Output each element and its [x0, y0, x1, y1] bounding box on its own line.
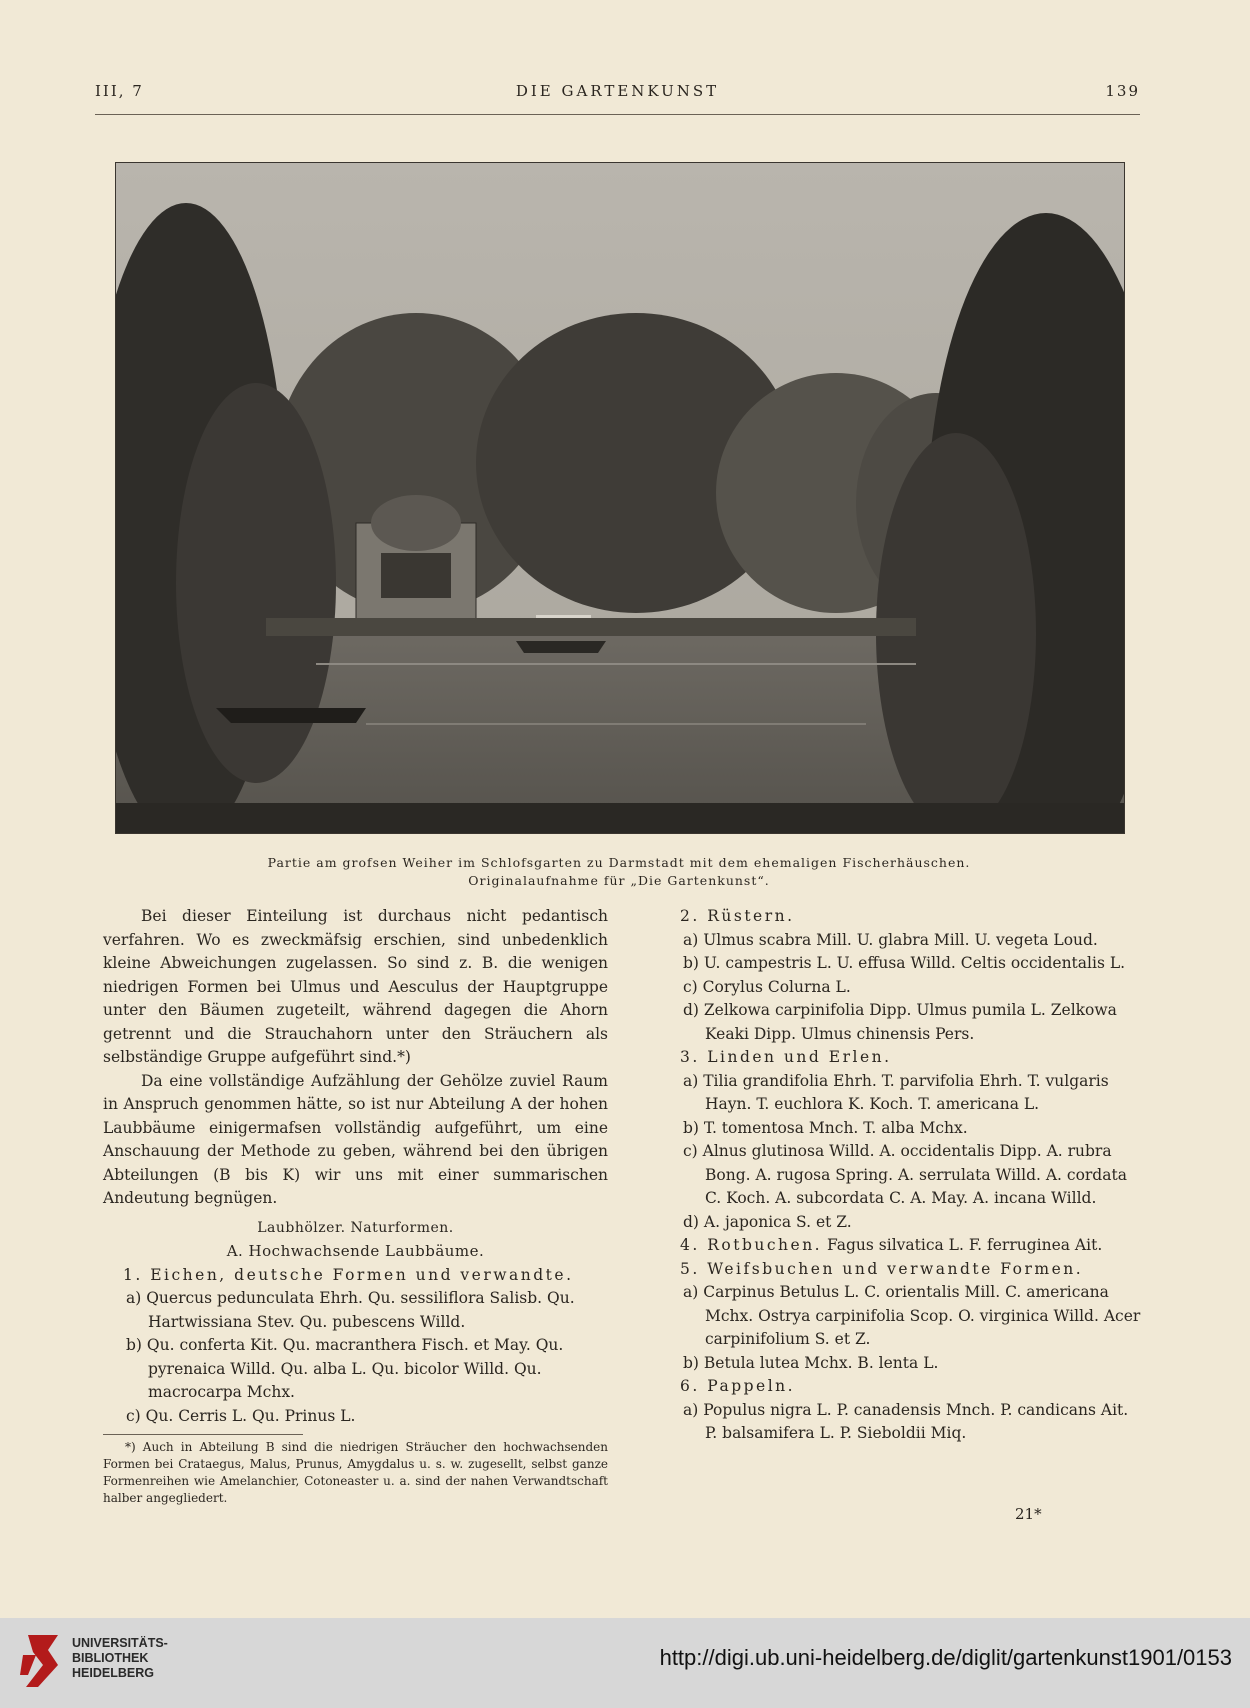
species-list: a) Tilia grandifolia Ehrh. T. parvifolia Ehrh. T. vulgaris Hayn. T. euchlora K. Koch. T. americana L. [683, 1071, 1109, 1113]
species-list: d) A. japonica S. et Z. [683, 1212, 852, 1231]
group-line [660, 1234, 1142, 1258]
species-list: c) Qu. Cerris L. Qu. Prinus L. [126, 1406, 356, 1425]
library-logo-icon[interactable] [18, 1630, 68, 1692]
volume-number: III, 7 [95, 82, 144, 100]
left-column [103, 905, 608, 1507]
species-list: c) Corylus Colurna L. [683, 977, 851, 996]
species-list: b) U. campestris L. U. effusa Willd. Celtis occidentalis L. [683, 954, 1126, 972]
permalink-url[interactable]: http://digi.ub.uni-heidelberg.de/diglit/gartenkunst1901/0153 [659, 1645, 1232, 1670]
group-title: 4. Rotbuchen. [680, 1236, 823, 1254]
species-list: b) Qu. conferta Kit. Qu. macranthera Fisch. et May. Qu. pyrenaica Willd. Qu. alba L. Qu. bicolor Willd. Qu. macrocarpa Mchx. [126, 1336, 564, 1401]
footnote-rule [103, 1434, 303, 1435]
section-heading: A. Hochwachsende Laubbäume. [226, 1242, 485, 1260]
lake-photograph [115, 162, 1125, 834]
signature-mark: 21* [1015, 1505, 1042, 1523]
group-title: 1. Eichen, deutsche Formen und verwandte. [123, 1265, 574, 1284]
photo-illustration [116, 163, 1124, 833]
paragraph: Da eine vollständige Aufzählung der Gehölze zuviel Raum in Anspruch genommen hätte, so ist nur Abteilung A der hohen Laubbäume einigermafsen vollständig aufgeführt, um eine Anschauung der Methode zu geben, während bei den übrigen Abteilungen (B bis K) wir uns mit einer summarischen Andeutung begnügen. [103, 1071, 608, 1207]
species-list: d) Zelkowa carpinifolia Dipp. Ulmus pumila L. Zelkowa Keaki Dipp. Ulmus chinensis Pers. [683, 1001, 1117, 1043]
page-number: 139 [1105, 82, 1140, 100]
library-footer [0, 1618, 1250, 1708]
footnote: *) Auch in Abteilung B sind die niedrigen Sträucher den hochwachsenden Formen bei Crataegus, Malus, Prunus, Amygdalus u. s. w. zugesellt, selbst ganze Formenreihen wie Amelanchier, Cotoneaster u. a. sind der nahen Verwandtschaft halber angegliedert. [103, 1440, 608, 1505]
group-title: 6. Pappeln. [680, 1377, 796, 1395]
species-list: Fagus silvatica L. F. ferruginea Ait. [827, 1236, 1103, 1254]
species-list: a) Quercus pedunculata Ehrh. Qu. sessiliflora Salisb. Qu. Hartwissiana Stev. Qu. pubescens Willd. [126, 1289, 575, 1331]
group-title: 5. Weifsbuchen und verwandte Formen. [680, 1259, 1084, 1278]
species-list: c) Alnus glutinosa Willd. A. occidentalis Dipp. A. rubra Bong. A. rugosa Spring. A. serrulata Willd. A. cordata C. Koch. A. subcordata C. A. May. A. incana Willd. [683, 1142, 1127, 1207]
species-list: b) Betula lutea Mchx. B. lenta L. [683, 1353, 939, 1372]
right-column [660, 905, 1142, 1446]
paragraph: Bei dieser Einteilung ist durchaus nicht pedantisch verfahren. Wo es zweckmäfsig erschien, sind unbedenklich kleine Abweichungen zugelassen. So sind z. B. die wenigen niedrigen Formen bei Ulmus und Aesculus der Hauptgruppe unter den Bäumen zugeteilt, während dagegen die Ahorn getrennt und die Strauchahorn unter den Sträuchern als selbständige Gruppe aufgeführt sind.*) [103, 907, 608, 1066]
journal-title: DIE GARTENKUNST [515, 82, 720, 100]
figure-caption: Partie am grofsen Weiher im Schlofsgarten zu Darmstadt mit dem ehemaligen Fischerhäuschen. [267, 855, 971, 870]
group-title: 2. Rüstern. [680, 907, 795, 925]
species-list: a) Ulmus scabra Mill. U. glabra Mill. U. vegeta Loud. [683, 930, 1098, 949]
header-rule [95, 114, 1140, 115]
species-list: a) Carpinus Betulus L. C. orientalis Mill. C. americana Mchx. Ostrya carpinifolia Scop. O. virginica Willd. Acer carpinifolium S. et Z. [683, 1283, 1141, 1348]
group-title: 3. Linden und Erlen. [680, 1048, 892, 1066]
species-list: a) Populus nigra L. P. canadensis Mnch. P. candicans Ait. P. balsamifera L. P. Sieboldii Miq. [683, 1400, 1129, 1442]
section-subheading: Laubhölzer. Naturformen. [257, 1219, 454, 1236]
library-name-line: HEIDELBERG [72, 1666, 154, 1680]
running-header [95, 82, 1140, 102]
figure-credit: Originalaufnahme für „Die Gartenkunst“. [468, 873, 770, 888]
library-name-line: BIBLIOTHEK [72, 1651, 149, 1665]
species-list: b) T. tomentosa Mnch. T. alba Mchx. [683, 1118, 968, 1137]
library-name[interactable] [72, 1636, 168, 1681]
library-name-line: UNIVERSITÄTS- [72, 1636, 168, 1650]
